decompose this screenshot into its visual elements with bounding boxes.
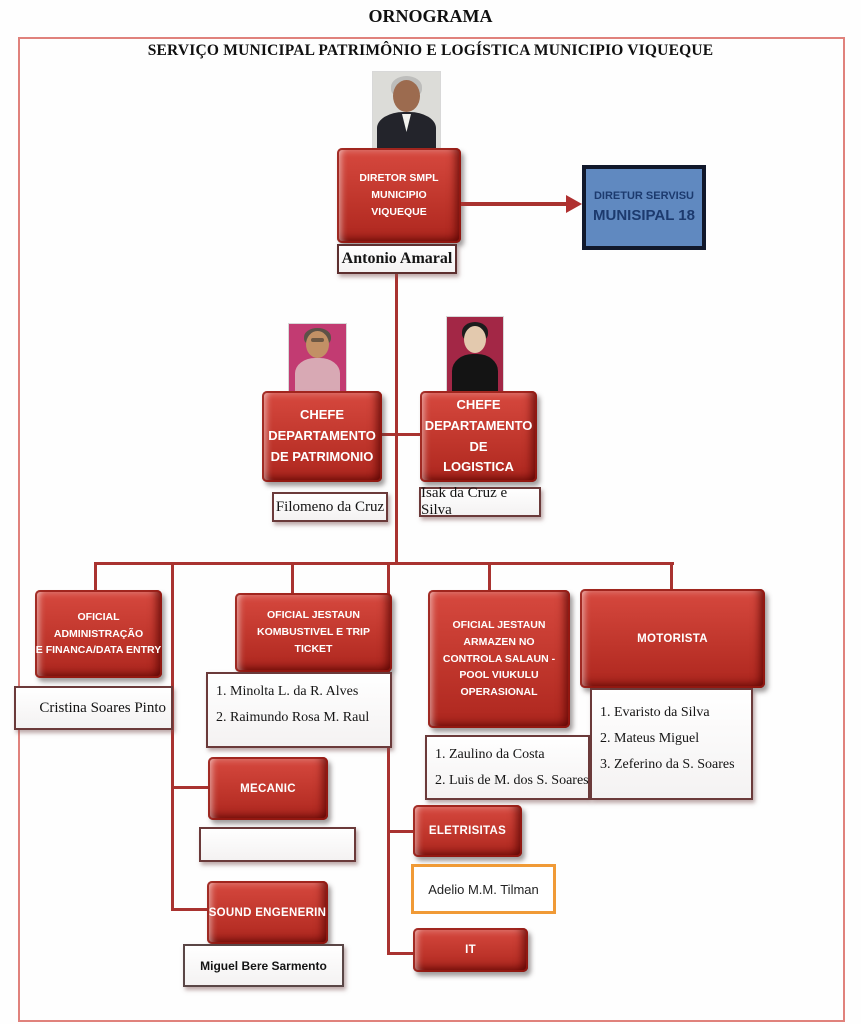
eletrisitas-unit-title: ELETRISITAS [428, 825, 507, 837]
connector-stub-eletrisitas [387, 830, 414, 833]
admin-unit-box [35, 590, 162, 678]
eletrisitas-unit-box [413, 805, 522, 857]
patrimonio-chief-title: CHEFE DEPARTAMENTO DE PATRIMONIO [268, 407, 376, 464]
director-photo [373, 72, 440, 148]
logistica-chief-name: Isak da Cruz e Silva [421, 485, 508, 518]
external-service-box [582, 165, 706, 250]
director-box-title: DIRETOR SMPL MUNICIPIO VIQUEQUE [359, 172, 439, 218]
connector-left-vertical [171, 562, 174, 911]
motorista-unit-box [580, 589, 765, 688]
kombustivel-unit-box [235, 593, 392, 672]
page-subtitle: SERVIÇO MUNICIPAL PATRIMÔNIO E LOGÍSTICA MUNICIPIO VIQUEQUE [147, 42, 714, 59]
patrimonio-chief-box [262, 391, 382, 482]
eletrisitas-staff-label [411, 864, 556, 914]
it-unit-title: IT [465, 944, 476, 956]
eletrisitas-staff-name: Adelio M.M. Tilman [428, 881, 539, 897]
armazen-staff-list: 1. Zaulino da Costa 2. Luis de M. dos S. Soares [425, 735, 590, 800]
page-title: ORNOGRAMA [368, 6, 493, 26]
connector-drop-armazen [488, 562, 491, 592]
sound-staff-label [183, 944, 344, 987]
external-service-label: DIRETUR SERVISU MUNISIPAL 18 [593, 190, 695, 224]
connector-drop-motorista [670, 562, 673, 590]
it-unit-box [413, 928, 528, 972]
director-box [337, 148, 461, 243]
armazen-unit-box [428, 590, 570, 728]
logistica-chief-name-label [419, 487, 541, 517]
connector-stub-sound [171, 908, 209, 911]
mecanic-unit-box [208, 757, 328, 820]
mecanic-unit-title: MECANIC [240, 782, 296, 795]
kombustivel-staff-list: 1. Minolta L. da R. Alves 2. Raimundo Rosa M. Raul [206, 672, 392, 748]
kombustivel-unit-title: OFICIAL JESTAUN KOMBUSTIVEL E TRIP TICKET [257, 609, 370, 655]
director-name: Antonio Amaral [341, 250, 453, 267]
arrow-shaft-to-external [461, 202, 567, 206]
armazen-unit-title: OFICIAL JESTAUN ARMAZEN NO CONTROLA SALAUN - POOL VIUKULU OPERASIONAL [442, 619, 556, 699]
patrimonio-chief-photo [289, 324, 346, 392]
connector-director-to-branch [395, 268, 398, 565]
sound-staff-name: Miguel Bere Sarmento [200, 958, 327, 973]
motorista-staff-list: 1. Evaristo da Silva 2. Mateus Miguel 3. Zeferino da S. Soares [590, 688, 753, 800]
logistica-chief-box [420, 391, 537, 482]
admin-unit-title: OFICIAL ADMINISTRAÇÃO E FINANCA/DATA ENTRY [35, 610, 162, 657]
sound-unit-box [207, 881, 328, 944]
motorista-unit-title: MOTORISTA [637, 632, 708, 645]
arrowhead-icon [566, 195, 582, 213]
sound-unit-title: SOUND ENGENERIN [208, 906, 327, 919]
admin-staff-name: Cristina Soares Pinto [39, 699, 166, 716]
connector-stub-mecanic [171, 786, 209, 789]
director-name-label [337, 244, 457, 274]
connector-between-chefes [382, 433, 420, 436]
admin-staff-label [14, 686, 173, 730]
connector-stub-it [387, 952, 415, 955]
connector-drop-kombustivel [291, 562, 294, 594]
logistica-chief-title: CHEFE DEPARTAMENTO DE LOGISTICA [424, 396, 533, 475]
patrimonio-chief-name-label [272, 492, 388, 522]
connector-drop-admin [94, 562, 97, 592]
logistica-chief-photo [447, 317, 503, 392]
patrimonio-chief-name: Filomeno da Cruz [275, 498, 385, 515]
connector-branch-horizontal [94, 562, 674, 565]
mecanic-staff-label [199, 827, 356, 862]
